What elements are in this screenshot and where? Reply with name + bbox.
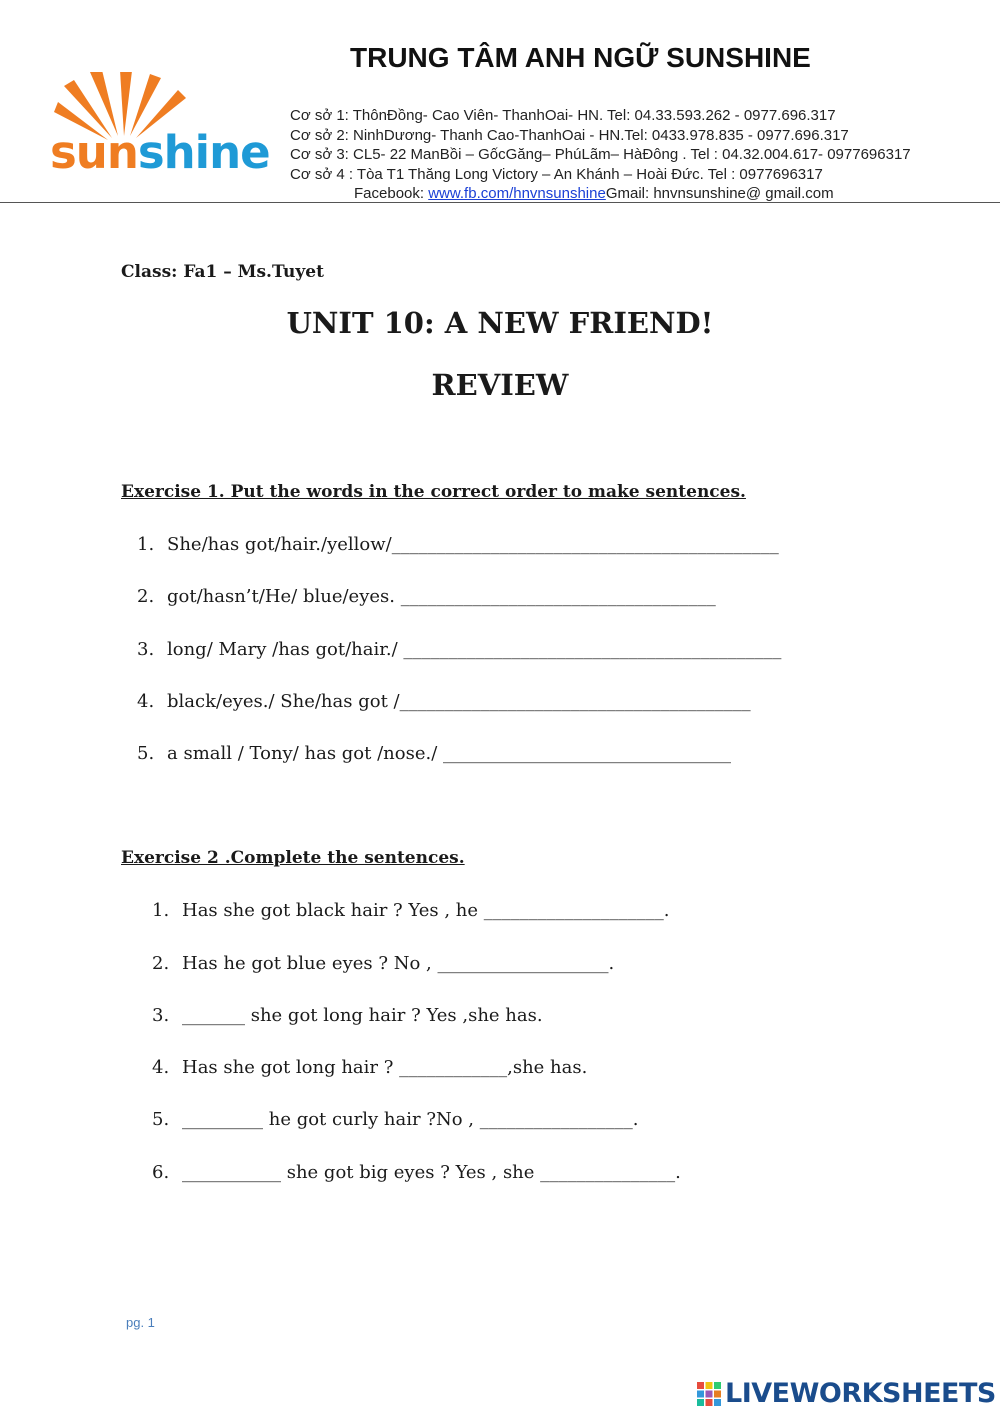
item-text: long/ Mary /has got/hair./ __________________________________________ bbox=[167, 639, 782, 660]
item-number: 5. bbox=[137, 743, 155, 764]
exercise-1-item bbox=[137, 639, 781, 660]
liveworksheets-wordmark: LIVEWORKSHEETS bbox=[725, 1378, 996, 1409]
school-title: TRUNG TÂM ANH NGỮ SUNSHINE bbox=[350, 42, 811, 73]
item-number: 2. bbox=[137, 586, 155, 607]
item-text: black/eyes./ She/has got /_______________________________________ bbox=[167, 691, 751, 712]
item-number: 1. bbox=[152, 900, 170, 921]
exercise-1-heading: Exercise 1. Put the words in the correct order to make sentences. bbox=[121, 482, 746, 502]
exercise-2-item bbox=[152, 953, 614, 974]
item-number: 6. bbox=[152, 1162, 170, 1183]
page-number: pg. 1 bbox=[126, 1315, 155, 1330]
branch-line-1: Cơ sở 1: ThônĐồng- Cao Viên- ThanhOai- HN. Tel: 04.33.593.262 - 0977.696.317 bbox=[290, 107, 836, 124]
exercise-2-heading: Exercise 2 .Complete the sentences. bbox=[121, 848, 465, 868]
unit-title: UNIT 10: A NEW FRIEND! bbox=[286, 306, 714, 340]
item-text: Has he got blue eyes ? No , ___________________. bbox=[182, 953, 615, 974]
item-text: _________ he got curly hair ?No , _________________. bbox=[182, 1109, 639, 1130]
item-number: 5. bbox=[152, 1109, 170, 1130]
exercise-2-item bbox=[152, 1057, 587, 1078]
exercise-1-item bbox=[137, 586, 716, 607]
branch-addresses bbox=[290, 106, 1000, 204]
liveworksheets-logo-icon bbox=[697, 1382, 721, 1406]
item-number: 4. bbox=[137, 691, 155, 712]
branch-line-2: Cơ sở 2: NinhDương- Thanh Cao-ThanhOai - HN.Tel: 0433.978.835 - 0977.696.317 bbox=[290, 126, 849, 144]
item-number: 3. bbox=[137, 639, 155, 660]
item-text: Has she got long hair ? ____________,she has. bbox=[182, 1057, 588, 1078]
item-text: _______ she got long hair ? Yes ,she has. bbox=[182, 1005, 543, 1026]
branch-line-3: Cơ sở 3: CL5- 22 ManBồi – GốcGăng– PhúLãm– HàĐông . Tel : 04.32.004.617- 0977696317 bbox=[290, 146, 911, 163]
item-text: She/has got/hair./yellow/___________________________________________ bbox=[167, 534, 779, 555]
facebook-label: Facebook: bbox=[354, 185, 429, 202]
exercise-1-item bbox=[137, 743, 731, 764]
item-text: Has she got black hair ? Yes , he ____________________. bbox=[182, 900, 670, 921]
exercise-2-item bbox=[152, 1109, 638, 1130]
header-divider bbox=[0, 202, 1000, 203]
branch-line-4: Cơ sở 4 : Tòa T1 Thăng Long Victory – An Khánh – Hoài Đức. Tel : 0977696317 bbox=[290, 165, 823, 183]
item-number: 3. bbox=[152, 1005, 170, 1026]
exercise-1-item bbox=[137, 691, 751, 712]
review-title: REVIEW bbox=[431, 368, 569, 402]
exercise-2-item bbox=[152, 900, 669, 921]
contact-line bbox=[290, 184, 1000, 204]
exercise-1-item bbox=[137, 534, 779, 555]
exercise-2-item bbox=[152, 1005, 543, 1026]
logo-wordmark: sunshine bbox=[50, 126, 270, 179]
item-number: 4. bbox=[152, 1057, 170, 1078]
item-text: ___________ she got big eyes ? Yes , she _______________. bbox=[182, 1162, 681, 1183]
class-info: Class: Fa1 – Ms.Tuyet bbox=[121, 262, 324, 282]
gmail-text: Gmail: hnvnsunshine@ gmail.com bbox=[605, 185, 834, 202]
sunshine-logo bbox=[50, 72, 270, 184]
facebook-link[interactable]: www.fb.com/hnvnsunshine bbox=[428, 185, 606, 202]
item-number: 1. bbox=[137, 534, 155, 555]
item-text: a small / Tony/ has got /nose./ ________________________________ bbox=[167, 743, 731, 764]
exercise-2-item bbox=[152, 1162, 681, 1183]
item-text: got/hasn’t/He/ blue/eyes. ___________________________________ bbox=[167, 586, 716, 607]
item-number: 2. bbox=[152, 953, 170, 974]
